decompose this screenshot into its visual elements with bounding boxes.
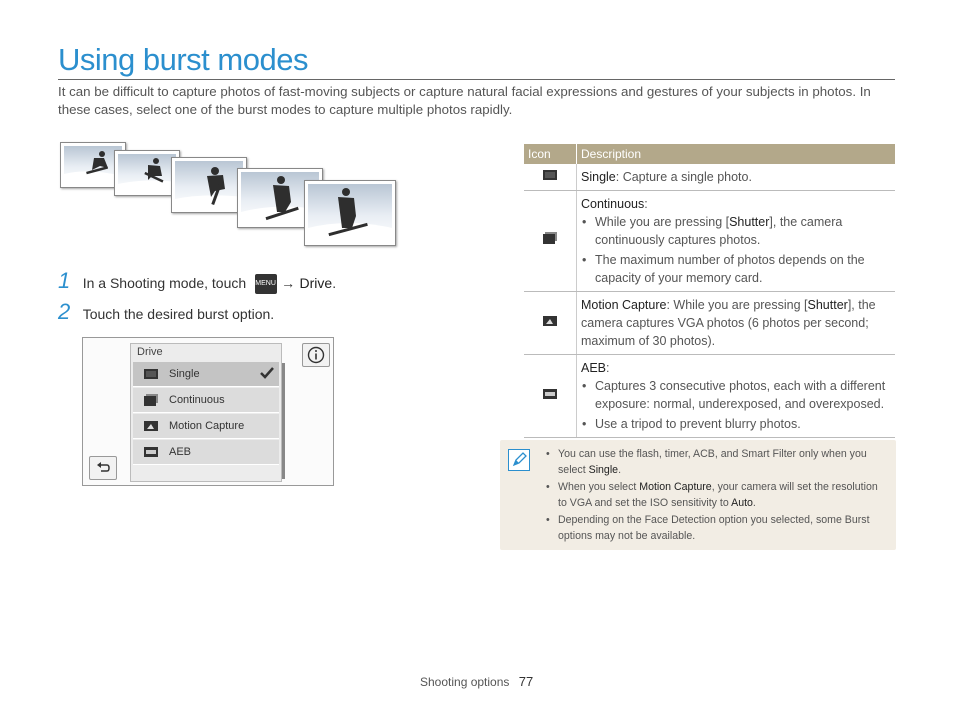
info-button[interactable] (302, 343, 330, 367)
row-description (577, 191, 896, 292)
list-item: • You can use the flash, timer, ACB, and Smart Filter only when you select Single. (558, 446, 878, 478)
bullet-list (581, 377, 891, 433)
page-footer (420, 674, 533, 689)
burst-sequence-illustration (60, 140, 400, 252)
table-row (524, 164, 895, 191)
list-item: • Depending on the Face Detection option you selected, some Burst options may not be available. (558, 512, 878, 544)
motion-capture-icon (524, 292, 577, 355)
title-divider (58, 79, 895, 80)
arrow-glyph: → (281, 275, 296, 291)
option-label: Motion Capture (169, 420, 245, 432)
drive-option-continuous[interactable] (133, 388, 279, 413)
motion-capture-icon (143, 420, 159, 435)
note-box (500, 440, 896, 550)
table-row (524, 292, 895, 355)
burst-modes-table (524, 144, 895, 438)
step-text: Touch the desired burst option. (82, 306, 275, 322)
bullet-list (581, 213, 891, 287)
aeb-icon (143, 446, 159, 461)
single-shot-icon (524, 164, 577, 191)
page-title: Using burst modes (58, 42, 308, 77)
info-icon (307, 346, 325, 369)
drive-option-motion-capture[interactable] (133, 414, 279, 439)
table-row (524, 355, 895, 438)
separator: : (666, 298, 674, 312)
single-shot-icon (143, 368, 159, 383)
mode-name: Motion Capture (581, 298, 667, 312)
description-column-header: Description (577, 144, 896, 164)
row-description (577, 164, 896, 191)
list-item: • When you select Motion Capture, your camera will set the resolution to VGA and set the ISO sensitivity to Auto. (558, 479, 878, 511)
list-item: • While you are pressing [Shutter], the camera continuously captures photos. (595, 213, 891, 249)
list-item: • Captures 3 consecutive photos, each with a different exposure: normal, underexposed, and overexposed. (595, 377, 891, 413)
menu-icon: MENU (255, 274, 277, 294)
option-label: Single (169, 368, 200, 380)
option-label: Continuous (169, 394, 225, 406)
separator: : (615, 170, 623, 184)
drive-panel-title: Drive (137, 346, 163, 358)
mode-name: Single (581, 170, 616, 184)
table-row (524, 191, 895, 292)
mode-name: AEB (581, 361, 607, 375)
icon-column-header: Icon (524, 144, 577, 164)
checkmark-icon (259, 365, 275, 384)
drive-option-aeb[interactable] (133, 440, 279, 465)
option-label: AEB (169, 446, 192, 458)
drive-target: Drive (299, 275, 333, 291)
note-list (558, 446, 878, 545)
back-arrow-icon (95, 460, 111, 481)
step-number: 1 (58, 268, 71, 293)
list-item: • Use a tripod to prevent blurry photos. (595, 415, 891, 433)
drive-menu-scrollbar[interactable] (282, 363, 285, 479)
intro-paragraph: It can be difficult to capture photos of fast-moving subjects or capture natural facial expressions and gestures of your subjects in photos. In these cases, select one of the burst modes to capture multiple photos rapidly. (58, 84, 871, 117)
row-description: Motion Capture: While you are pressing [Shutter], the camera captures VGA photos (6 photos per second; maximum of 30 photos). (577, 292, 896, 355)
row-description (577, 355, 896, 438)
mode-description: Capture a single photo. (622, 170, 752, 184)
burst-photo-3 (171, 157, 247, 213)
step-1 (58, 268, 336, 294)
separator: : (606, 361, 610, 375)
list-item: • The maximum number of photos depends on the capacity of your memory card. (595, 251, 891, 287)
burst-photo-5 (304, 180, 396, 246)
aeb-icon (524, 355, 577, 438)
table-header-row (524, 144, 895, 164)
back-button[interactable] (89, 456, 117, 480)
note-pencil-icon (508, 449, 530, 471)
mode-name: Continuous (581, 197, 645, 211)
separator: : (644, 197, 648, 211)
step-2 (58, 299, 274, 325)
page-number: 77 (518, 674, 534, 689)
step-number: 2 (58, 299, 71, 324)
drive-option-single[interactable] (133, 362, 279, 387)
step-suffix: . (332, 275, 337, 291)
drive-menu-panel (130, 343, 282, 482)
camera-screen (82, 337, 334, 486)
step-text: In a Shooting mode, touch (82, 275, 247, 291)
continuous-icon (143, 394, 159, 410)
footer-section: Shooting options (420, 675, 510, 689)
continuous-icon (524, 191, 577, 292)
